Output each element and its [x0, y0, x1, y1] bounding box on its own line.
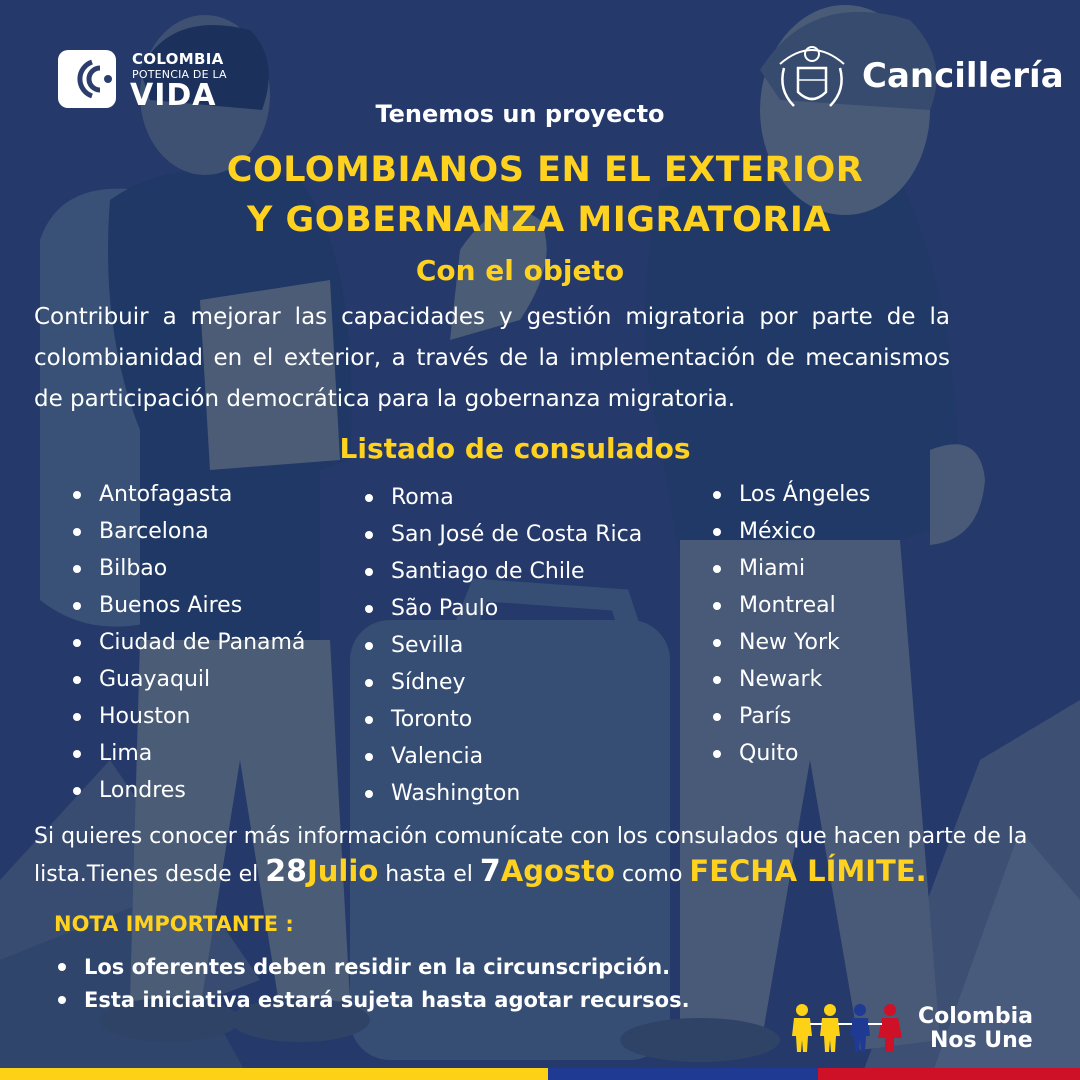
note-heading: NOTA IMPORTANTE :	[54, 912, 294, 936]
list-item: New York	[713, 628, 870, 665]
list-item: Roma	[365, 483, 642, 520]
start-day: 28	[265, 854, 307, 889]
list-item: Bilbao	[73, 554, 305, 591]
title-line1: COLOMBIANOS EN EL EXTERIOR	[226, 150, 864, 190]
deadline-label: FECHA LÍMITE.	[689, 854, 927, 888]
info-text	[34, 820, 1044, 892]
note-item: Los oferentes deben residir en la circunscripción.	[56, 952, 690, 985]
list-item: Toronto	[365, 705, 642, 742]
note-list	[56, 952, 690, 1018]
list-item: Londres	[73, 776, 305, 813]
list-item: Sídney	[365, 668, 642, 705]
list-item: São Paulo	[365, 594, 642, 631]
list-item: Montreal	[713, 591, 870, 628]
cancilleria-name: Cancillería	[862, 56, 1064, 96]
list-item: Guayaquil	[73, 665, 305, 702]
consulates-column-2	[365, 483, 642, 816]
logo-line3: VIDA	[130, 78, 217, 113]
list-item: París	[713, 702, 870, 739]
note-item: Esta iniciativa estará sujeta hasta agotar recursos.	[56, 985, 690, 1018]
flag-blue	[548, 1068, 818, 1080]
list-item: Santiago de Chile	[365, 557, 642, 594]
list-item: Miami	[713, 554, 870, 591]
flag-yellow	[0, 1068, 548, 1080]
logo-line2: POTENCIA DE LA	[132, 68, 227, 81]
consulates-column-1	[73, 480, 305, 813]
list-item: Antofagasta	[73, 480, 305, 517]
list-item: Houston	[73, 702, 305, 739]
list-item: Sevilla	[365, 631, 642, 668]
info-tienes: Tienes desde el	[86, 862, 259, 887]
list-item: Quito	[713, 739, 870, 776]
list-item: Lima	[73, 739, 305, 776]
list-item: Ciudad de Panamá	[73, 628, 305, 665]
consulates-heading: Listado de consulados	[339, 432, 691, 465]
info-como: como	[621, 862, 683, 887]
list-item: Valencia	[365, 742, 642, 779]
end-month: Agosto	[500, 854, 615, 888]
info-hasta: hasta el	[385, 862, 473, 887]
list-item: Barcelona	[73, 517, 305, 554]
info-line1: Si quieres conocer más información comunícate con los consulados que hacen parte de la lista.	[34, 824, 1028, 887]
nos-une-line1: Colombia	[918, 1004, 1033, 1029]
list-item: Washington	[365, 779, 642, 816]
subtitle: Tenemos un proyecto	[375, 100, 665, 128]
objective-heading: Con el objeto	[415, 254, 625, 287]
list-item: Newark	[713, 665, 870, 702]
list-item: San José de Costa Rica	[365, 520, 642, 557]
people-icon	[790, 1002, 916, 1054]
list-item: Buenos Aires	[73, 591, 305, 628]
list-item: Los Ángeles	[713, 480, 870, 517]
title-line2: Y GOBERNANZA MIGRATORIA	[247, 200, 831, 240]
nos-une-line2: Nos Une	[930, 1028, 1033, 1053]
objective-text: Contribuir a mejorar las capacidades y gestión migratoria por parte de la colombianidad en el exterior, a través de la implementación de mecanismos de participación democrática para la gobernanza migratoria.	[34, 304, 950, 412]
end-day: 7	[479, 854, 501, 889]
start-month: Julio	[307, 854, 379, 888]
flag-red	[818, 1068, 1080, 1080]
consulates-column-3	[713, 480, 870, 776]
flag-stripe	[0, 1068, 1080, 1080]
logo-line1: COLOMBIA	[132, 50, 224, 68]
colombia-nos-une-logo	[790, 1000, 1070, 1056]
list-item: México	[713, 517, 870, 554]
